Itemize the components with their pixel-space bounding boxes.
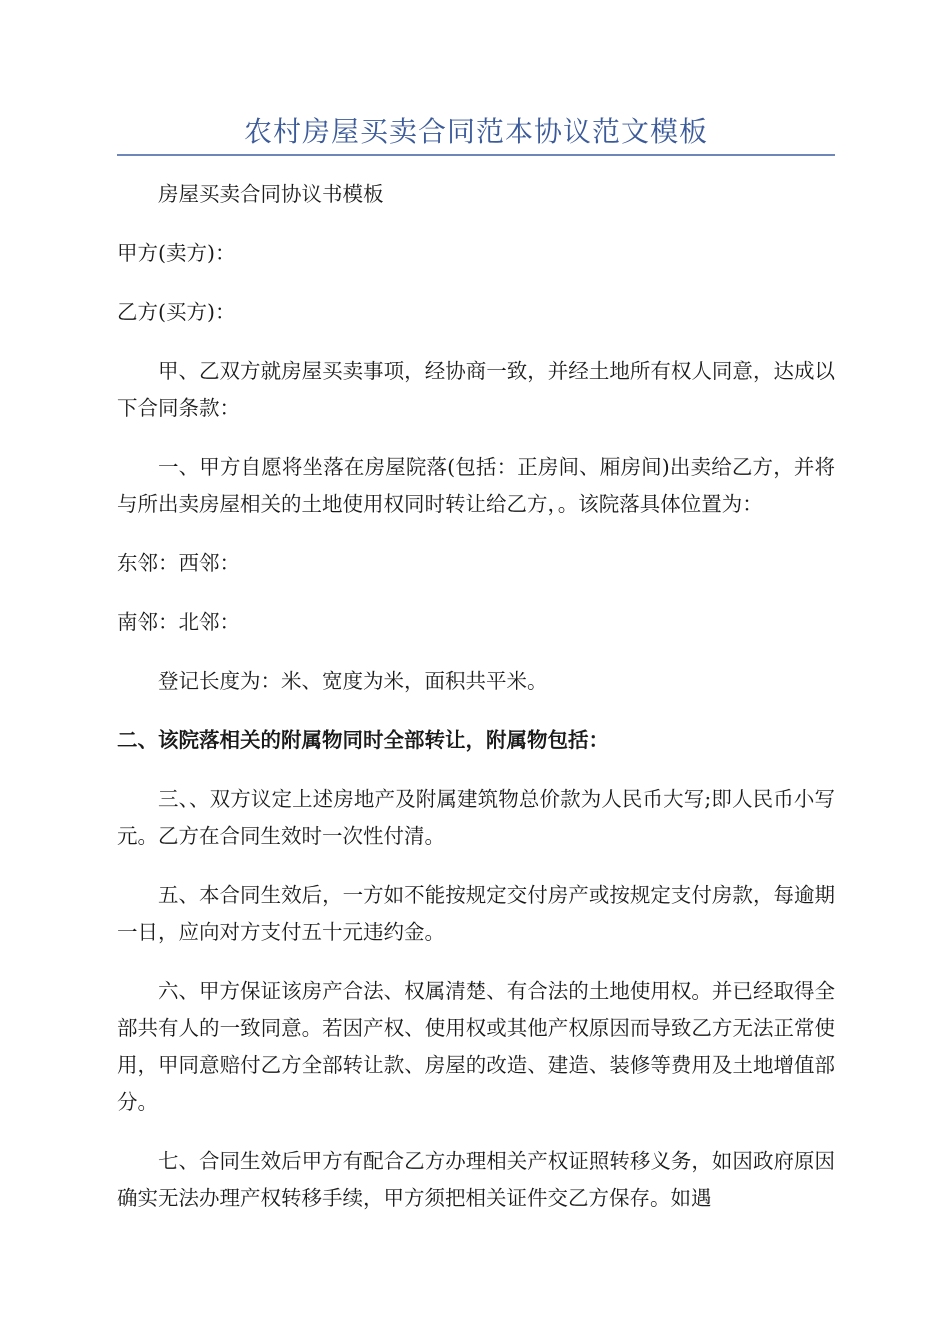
paragraph: 五、本合同生效后，一方如不能按规定交付房产或按规定支付房款，每逾期一日，应向对方支付五十元违约金。 [117,883,835,944]
paragraph: 东邻：西邻： [117,551,240,575]
paragraph: 房屋买卖合同协议书模板 [158,182,384,206]
paragraph: 甲方(卖方)： [117,241,236,265]
paragraph: 三、、双方议定上述房地产及附属建筑物总价款为人民币大写;即人民币小写元。乙方在合同生效时一次性付清。 [117,787,835,848]
paragraph: 六、甲方保证该房产合法、权属清楚、有合法的土地使用权。并已经取得全部共有人的一致同意。若因产权、使用权或其他产权原因而导致乙方无法正常使用，甲同意赔付乙方全部转让款、房屋的改造、建造、装修等费用及土地增值部分。 [117,979,835,1114]
paragraph: 登记长度为：米、宽度为米，面积共平米。 [158,669,548,693]
paragraph: 乙方(买方)： [117,300,236,324]
paragraph: 南邻：北邻： [117,610,240,634]
section-heading: 二、该院落相关的附属物同时全部转让，附属物包括： [117,728,609,752]
paragraph: 甲、乙双方就房屋买卖事项，经协商一致，并经土地所有权人同意，达成以下合同条款： [117,359,835,420]
document-body [117,176,835,1217]
document-title: 农村房屋买卖合同范本协议范文模板 [117,112,835,156]
document-page [117,112,835,1239]
paragraph: 一、甲方自愿将坐落在房屋院落(包括：正房间、厢房间)出卖给乙方，并将与所出卖房屋相关的土地使用权同时转让给乙方，。该院落具体位置为： [117,455,835,516]
paragraph: 七、合同生效后甲方有配合乙方办理相关产权证照转移义务，如因政府原因确实无法办理产权转移手续，甲方须把相关证件交乙方保存。如遇 [117,1149,835,1210]
